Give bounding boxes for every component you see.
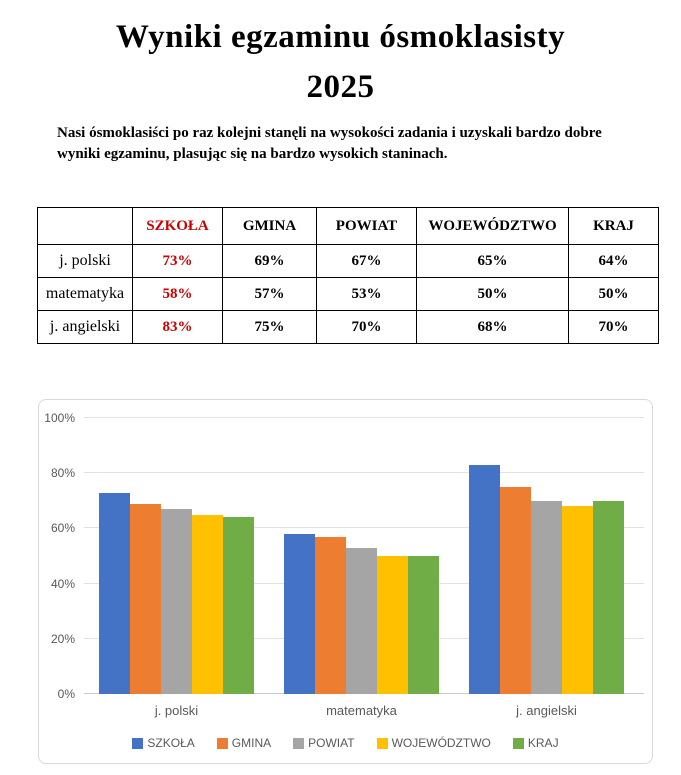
column-header-empty <box>38 208 133 245</box>
bar-kraj-matematyka <box>408 556 439 694</box>
legend-swatch-gmina <box>217 738 228 749</box>
bar-gmina-j-angielski <box>500 487 531 694</box>
bar-szko-a-j-angielski <box>469 465 500 694</box>
column-header-szkola: SZKOŁA <box>133 208 223 245</box>
y-axis-tick-100: 100% <box>44 411 75 425</box>
bar-szko-a-matematyka <box>284 534 315 694</box>
score-j-polski-powiat: 67% <box>317 245 417 278</box>
bar-groups <box>84 418 644 718</box>
bar-wojew-dztwo-matematyka <box>377 556 408 694</box>
chart-plot-area <box>44 411 644 718</box>
score-matematyka-wojewodztwo: 50% <box>417 278 569 311</box>
page-title <box>0 0 681 112</box>
column-header-kraj: KRAJ <box>569 208 659 245</box>
bar-group-j-polski <box>99 418 254 718</box>
legend-label-kraj: KRAJ <box>527 736 559 750</box>
bar-gmina-matematyka <box>315 537 346 694</box>
bar-wojew-dztwo-j-polski <box>192 515 223 694</box>
category-axis-label-matematyka: matematyka <box>326 703 397 718</box>
page-title-line1: Wyniki egzaminu ósmoklasisty <box>115 19 566 55</box>
column-header-powiat: POWIAT <box>317 208 417 245</box>
results-table <box>37 207 659 344</box>
legend-label-gmina: GMINA <box>231 736 272 750</box>
column-header-gmina: GMINA <box>223 208 317 245</box>
column-header-wojewodztwo: WOJEWÓDZTWO <box>417 208 569 245</box>
score-j-angielski-szkola: 83% <box>133 311 223 344</box>
y-axis-tick-80: 80% <box>50 466 75 481</box>
results-bar-chart <box>38 399 653 764</box>
row-label-matematyka: matematyka <box>38 278 133 311</box>
score-j-angielski-wojewodztwo: 68% <box>417 311 569 344</box>
legend-label-wojew-dztwo: WOJEWÓDZTWO <box>391 736 491 750</box>
bar-kraj-j-angielski <box>593 501 624 694</box>
score-j-angielski-powiat: 70% <box>317 311 417 344</box>
bar-group-j-angielski <box>469 418 624 718</box>
score-j-angielski-gmina: 75% <box>223 311 317 344</box>
table-row <box>38 278 659 311</box>
bar-wojew-dztwo-j-angielski <box>562 506 593 694</box>
score-j-polski-gmina: 69% <box>223 245 317 278</box>
table-row <box>38 245 659 278</box>
category-axis-label-j-polski: j. polski <box>154 703 199 718</box>
bar-powiat-j-polski <box>161 509 192 694</box>
intro-paragraph: Nasi ósmoklasiści po raz kolejni stanęli na wysokości zadania i uzyskali bardzo dobre wyniki egzaminu, plasując się na bardzo wysokich staninach. <box>57 125 602 162</box>
y-axis-tick-20: 20% <box>50 631 75 646</box>
category-axis-label-j-angielski: j. angielski <box>516 703 577 718</box>
bar-kraj-j-polski <box>223 517 254 694</box>
y-axis-tick-0: 0% <box>57 687 75 701</box>
legend-item-powiat <box>293 736 354 750</box>
score-j-angielski-kraj: 70% <box>569 311 659 344</box>
score-j-polski-szkola: 73% <box>133 245 223 278</box>
chart-legend <box>39 736 652 750</box>
y-axis-tick-40: 40% <box>50 576 75 591</box>
score-matematyka-gmina: 57% <box>223 278 317 311</box>
bar-group-matematyka <box>284 418 439 718</box>
legend-item-szko-a <box>132 736 194 750</box>
score-matematyka-powiat: 53% <box>317 278 417 311</box>
bar-powiat-j-angielski <box>531 501 562 694</box>
row-label-j-polski: j. polski <box>38 245 133 278</box>
legend-item-wojew-dztwo <box>377 736 491 750</box>
bar-szko-a-j-polski <box>99 493 130 694</box>
score-matematyka-kraj: 50% <box>569 278 659 311</box>
legend-swatch-szko-a <box>132 738 143 749</box>
legend-label-powiat: POWIAT <box>308 736 355 750</box>
score-matematyka-szkola: 58% <box>133 278 223 311</box>
row-label-j-angielski: j. angielski <box>38 311 133 344</box>
table-header-row <box>38 208 659 245</box>
score-j-polski-kraj: 64% <box>569 245 659 278</box>
y-axis-tick-60: 60% <box>50 521 75 536</box>
legend-item-gmina <box>217 736 271 750</box>
legend-item-kraj <box>513 736 559 750</box>
legend-swatch-wojew-dztwo <box>377 738 388 749</box>
bar-powiat-matematyka <box>346 548 377 694</box>
bar-gmina-j-polski <box>130 504 161 694</box>
score-j-polski-wojewodztwo: 65% <box>417 245 569 278</box>
legend-swatch-powiat <box>293 738 304 749</box>
table-row <box>38 311 659 344</box>
legend-label-szko-a: SZKOŁA <box>147 736 195 750</box>
legend-swatch-kraj <box>513 738 524 749</box>
page-title-line2: 2025 <box>306 69 375 105</box>
